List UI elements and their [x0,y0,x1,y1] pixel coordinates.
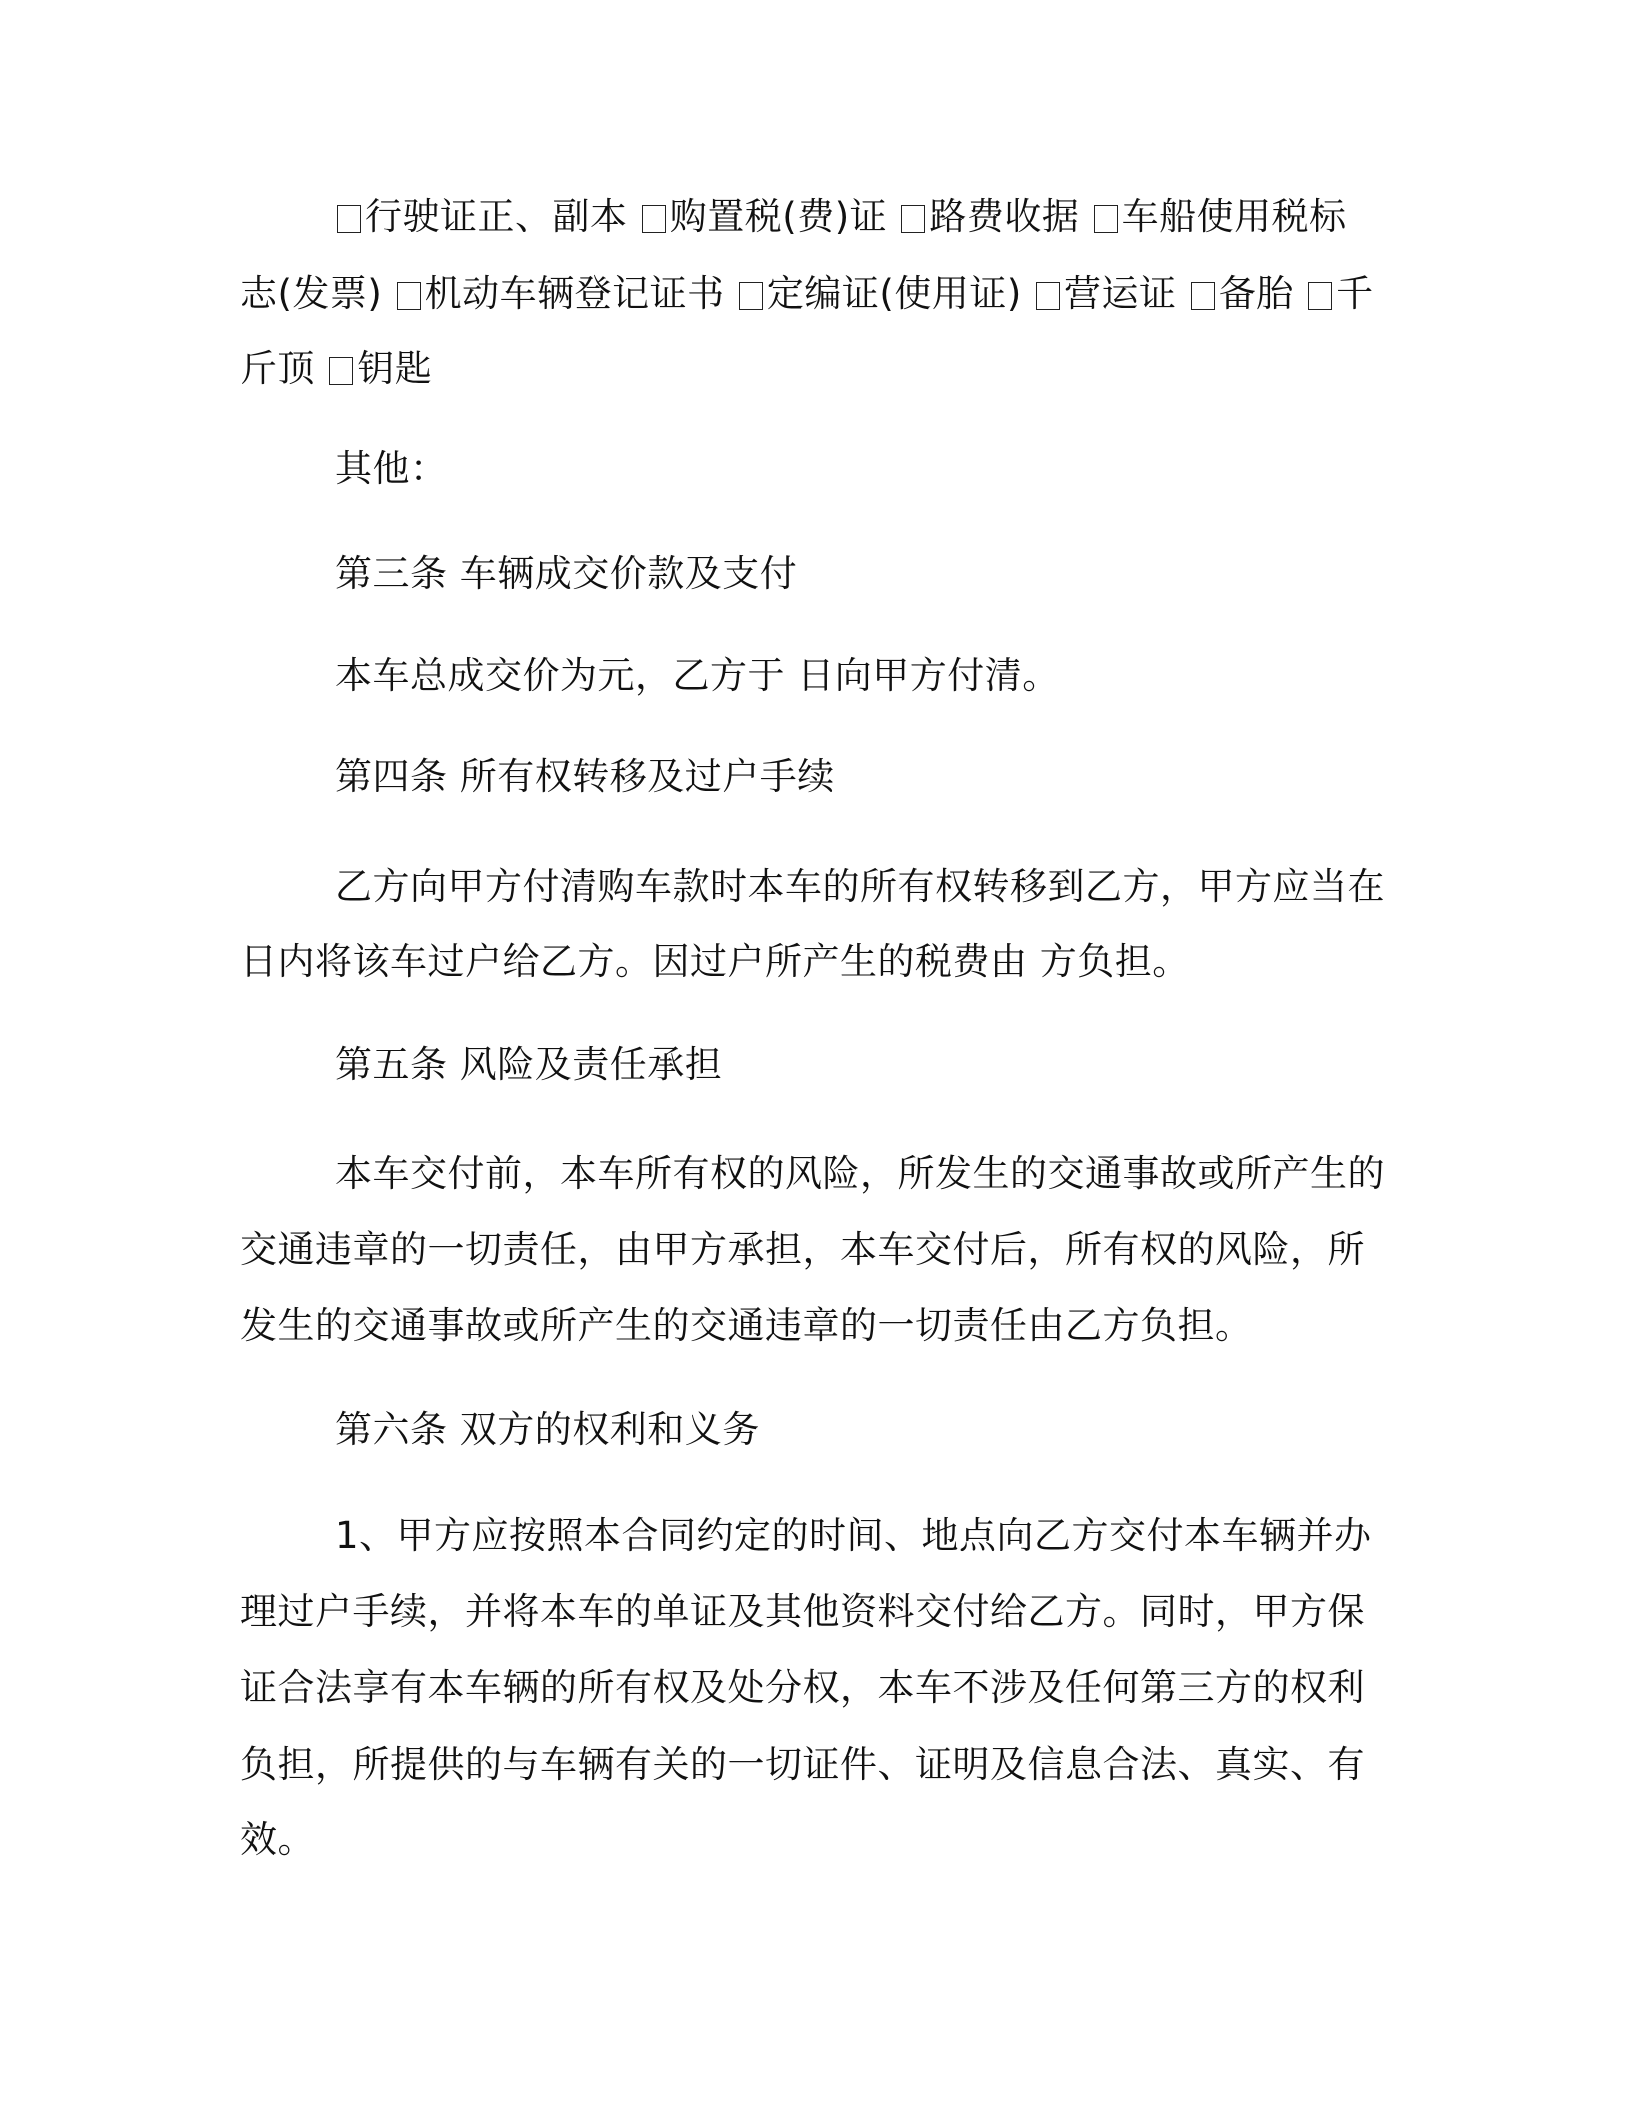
article6-heading: 第六条 双方的权利和义务 [335,1408,760,1451]
checklist-line-1 [335,178,1347,256]
checklist-item: 营运证 [1064,272,1177,315]
checklist-item: 车船使用税标 [1121,195,1347,238]
checklist-item: 定编证(使用证) [766,272,1022,315]
checkbox[interactable] [1308,282,1332,310]
article6-line: 理过户手续，并将本车的单证及其他资料交付给乙方。同时，甲方保 [240,1590,1365,1633]
checklist-line-2 [240,255,1374,333]
other-label: 其他： [335,447,448,490]
checkbox[interactable] [397,282,421,310]
checklist-item: 备胎 [1218,272,1294,315]
article5-line: 本车交付前，本车所有权的风险，所发生的交通事故或所产生的 [335,1152,1385,1195]
checkbox[interactable] [1036,282,1060,310]
article6-line: 证合法享有本车辆的所有权及处分权，本车不涉及任何第三方的权利 [240,1666,1365,1709]
checklist-item: 路费收据 [929,195,1080,238]
checklist-item: 志(发票) [240,272,383,315]
checkbox[interactable] [1094,205,1118,233]
checkbox[interactable] [1191,282,1215,310]
article5-line: 交通违章的一切责任，由甲方承担，本车交付后，所有权的风险，所 [240,1228,1365,1271]
checkbox[interactable] [739,282,763,310]
article6-line: 1、甲方应按照本合同约定的时间、地点向乙方交付本车辆并办 [335,1514,1372,1557]
article6-line: 效。 [240,1818,315,1861]
article3-heading: 第三条 车辆成交价款及支付 [335,552,798,595]
article4-line: 日内将该车过户给乙方。因过户所产生的税费由 方负担。 [240,940,1190,983]
article4-line: 乙方向甲方付清购车款时本车的所有权转移到乙方，甲方应当在 [335,865,1385,908]
checklist-item: 机动车辆登记证书 [424,272,725,315]
checklist-item: 行驶证正、副本 [365,195,628,238]
checklist-item: 斤顶 [240,347,315,390]
checklist-item: 钥匙 [357,347,433,390]
article6-line: 负担，所提供的与车辆有关的一切证件、证明及信息合法、真实、有 [240,1743,1365,1786]
checkbox[interactable] [901,205,925,233]
checklist-item: 千 [1336,272,1374,315]
checklist-item: 购置税(费)证 [669,195,888,238]
checkbox[interactable] [329,357,353,385]
checkbox[interactable] [642,205,666,233]
article3-body: 本车总成交价为元，乙方于 日向甲方付清。 [335,654,1060,697]
checklist-line-3 [240,330,432,408]
article4-heading: 第四条 所有权转移及过户手续 [335,755,835,798]
checkbox[interactable] [337,205,361,233]
article5-heading: 第五条 风险及责任承担 [335,1043,723,1086]
article5-line: 发生的交通事故或所产生的交通违章的一切责任由乙方负担。 [240,1304,1253,1347]
